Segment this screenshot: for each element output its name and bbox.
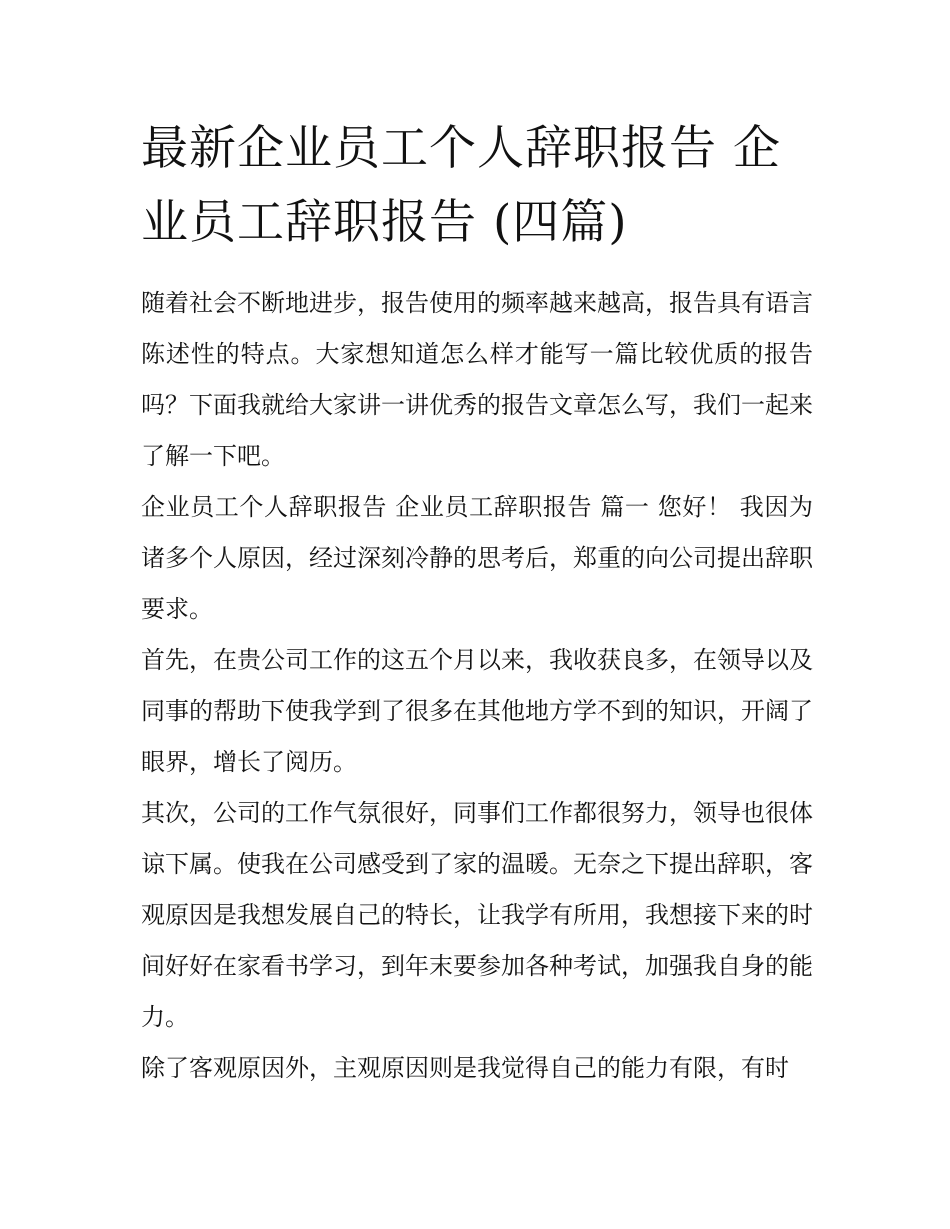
paragraph-first-reason: 首先，在贵公司工作的这五个月以来，我收获良多，在领导以及同事的帮助下使我学到了很多在其他地方学不到的知识，开阔了眼界，增长了阅历。	[141, 646, 813, 776]
paragraph-greeting: 企业员工个人辞职报告 企业员工辞职报告 篇一 您好！ 我因为诸多个人原因，经过深刻冷静的思考后，郑重的向公司提出辞职要求。	[141, 493, 813, 623]
paragraph-intro: 随着社会不断地进步，报告使用的频率越来越高，报告具有语言陈述性的特点。大家想知道怎么样才能写一篇比较优质的报告吗？下面我就给大家讲一讲优秀的报告文章怎么写，我们一起来了解一下吧。	[141, 289, 813, 470]
paragraph-second-reason: 其次，公司的工作气氛很好，同事们工作都很努力，领导也很体谅下属。使我在公司感受到了家的温暖。无奈之下提出辞职，客观原因是我想发展自己的特长，让我学有所用，我想接下来的时间好好在家看书学习，到年末要参加各种考试，加强我自身的能力。	[141, 799, 813, 1031]
document-title: 最新企业员工个人辞职报告 企业员工辞职报告 (四篇)	[141, 121, 781, 250]
document-body	[141, 112, 813, 1094]
paragraph-third-reason: 除了客观原因外，主观原因则是我觉得自己的能力有限，有时	[141, 1054, 789, 1082]
